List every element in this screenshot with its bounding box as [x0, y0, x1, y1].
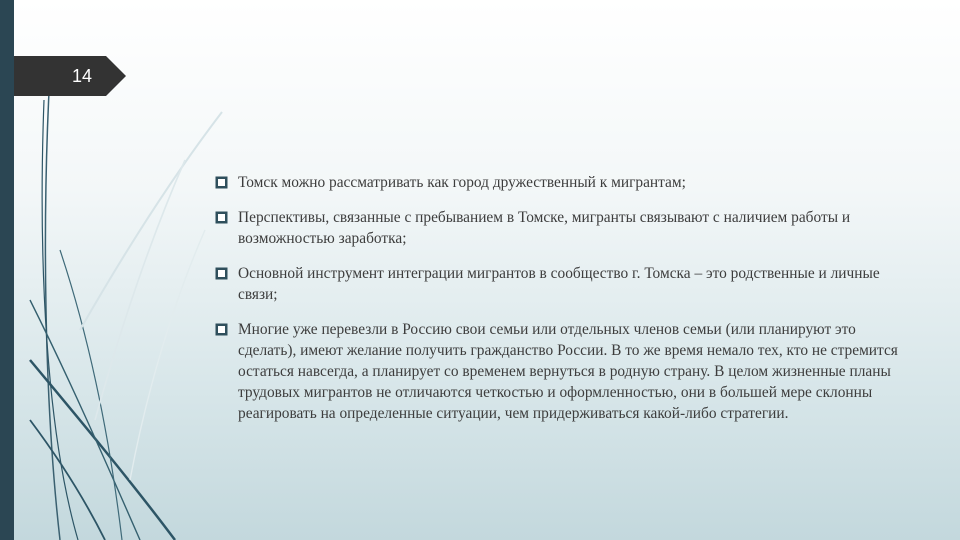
list-item [212, 263, 912, 305]
checkbox-bullet-icon [215, 323, 228, 336]
checkbox-bullet-icon [215, 176, 228, 189]
checkbox-bullet-icon [215, 267, 228, 280]
list-item-text: Перспективы, связанные с пребыванием в Томске, мигранты связывают с наличием работы и возможностью заработка; [238, 209, 851, 247]
list-item [212, 172, 912, 193]
decor-stroke [45, 72, 60, 540]
list-item [212, 319, 912, 424]
page-number: 14 [72, 66, 93, 86]
decor-stroke [95, 160, 185, 420]
list-item-text: Томск можно рассматривать как город дружественный к мигрантам; [238, 174, 686, 191]
list-item-text: Многие уже перевезли в Россию свои семьи или отдельных членов семьи (или планируют это сделать), имеют желание получить гражданство России. В то же время немало тех, кто не стремится остаться навсегда, а планирует со временем вернуться в родную страну. В целом жизненные планы трудовых мигрантов не отличаются четкостью и оформленностью, они в большей мере склонны реагировать на определенные ситуации, чем придерживаться какой-либо стратегии. [238, 321, 898, 422]
list-item [212, 207, 912, 249]
decor-stroke [60, 250, 122, 540]
checkbox-bullet-icon [215, 211, 228, 224]
list-item-text: Основной инструмент интеграции мигрантов в сообщество г. Томска – это родственные и личные связи; [238, 265, 880, 303]
decor-stroke [80, 112, 222, 330]
decor-stroke [42, 100, 78, 540]
decor-stroke [130, 230, 205, 480]
page-number-badge [14, 56, 126, 96]
bullet-list [212, 172, 912, 438]
